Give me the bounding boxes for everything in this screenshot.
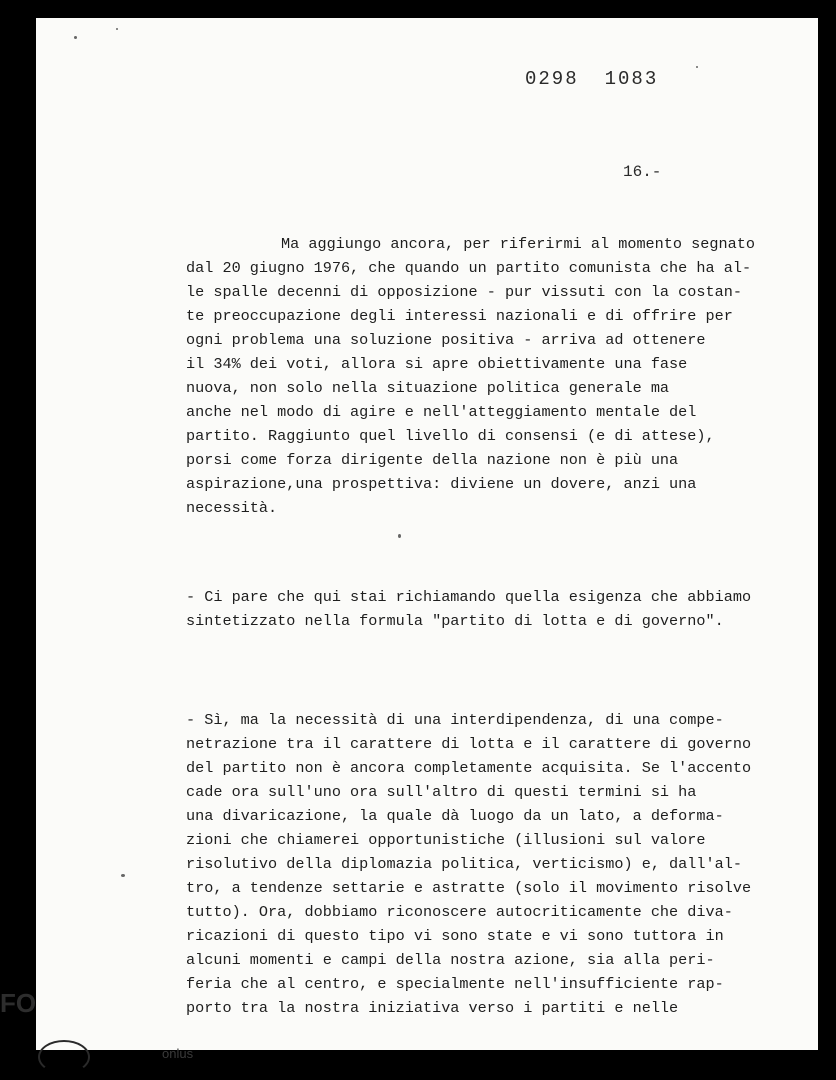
text-line: zioni che chiamerei opportunistiche (illusioni sul valore	[186, 831, 706, 849]
text-line: sintetizzato nella formula "partito di lotta e di governo".	[186, 612, 724, 630]
watermark-caption: onlus	[162, 1046, 194, 1061]
text-line: nuova, non solo nella situazione politica generale ma	[186, 379, 670, 397]
watermark-logo-text: FO	[0, 988, 37, 1018]
scan-speck	[116, 28, 118, 30]
text-line: porsi come forza dirigente della nazione non è più una	[186, 451, 679, 469]
text-line: ricazioni di questo tipo vi sono state e vi sono tuttora in	[186, 927, 724, 945]
text-line: del partito non è ancora completamente acquisita. Se l'accento	[186, 759, 752, 777]
page-number: 16.-	[623, 163, 662, 181]
text-line: te preoccupazione degli interessi nazionali e di offrire per	[186, 307, 733, 325]
text-line: le spalle decenni di opposizione - pur vissuti con la costan-	[186, 283, 742, 301]
text-line: risolutivo della diplomazia politica, verticismo) e, dall'al-	[186, 855, 742, 873]
text-line: anche nel modo di agire e nell'atteggiamento mentale del	[186, 403, 697, 421]
scan-speck	[696, 66, 698, 68]
text-line: tro, a tendenze settarie e astratte (solo il movimento risolve	[186, 879, 752, 897]
watermark-logo-icon	[38, 1040, 90, 1074]
scan-speck	[121, 874, 125, 877]
text-line: tutto). Ora, dobbiamo riconoscere autocriticamente che diva-	[186, 903, 733, 921]
text-line: Ma aggiungo ancora, per riferirmi al momento segnato	[281, 235, 755, 253]
text-line: ogni problema una soluzione positiva - arriva ad ottenere	[186, 331, 706, 349]
text-line: alcuni momenti e campi della nostra azione, sia alla peri-	[186, 951, 715, 969]
scan-speck	[398, 534, 401, 538]
text-line: necessità.	[186, 499, 278, 517]
scan-speck	[74, 36, 77, 39]
text-line: dal 20 giugno 1976, che quando un partito comunista che ha al-	[186, 259, 752, 277]
reference-right: 1083	[604, 68, 659, 90]
text-line: porto tra la nostra iniziativa verso i partiti e nelle	[186, 999, 679, 1017]
text-line: partito. Raggiunto quel livello di consensi (e di attese),	[186, 427, 715, 445]
text-line: - Sì, ma la necessità di una interdipendenza, di una compe-	[186, 711, 724, 729]
text-line: una divaricazione, la quale dà luogo da un lato, a deforma-	[186, 807, 724, 825]
reference-left: 0298	[525, 68, 579, 90]
text-line: feria che al centro, e specialmente nell'insufficiente rap-	[186, 975, 724, 993]
text-line: netrazione tra il carattere di lotta e il carattere di governo	[186, 735, 752, 753]
text-line: il 34% dei voti, allora si apre obiettivamente una fase	[186, 355, 688, 373]
paragraph-1	[186, 232, 786, 520]
text-line: aspirazione,una prospettiva: diviene un dovere, anzi una	[186, 475, 697, 493]
text-line: cade ora sull'uno ora sull'altro di questi termini si ha	[186, 783, 697, 801]
document-reference-number	[525, 68, 658, 90]
text-line: - Ci pare che qui stai richiamando quella esigenza che abbiamo	[186, 588, 752, 606]
paragraph-3	[186, 708, 786, 1020]
paragraph-2	[186, 585, 786, 633]
